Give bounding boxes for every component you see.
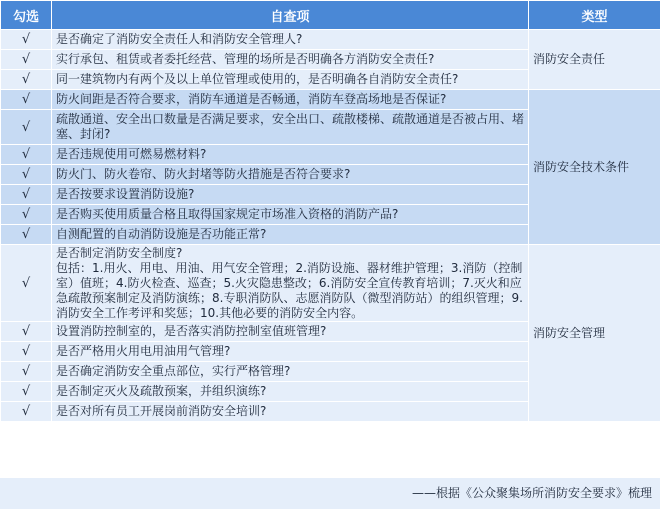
checklist-item: 防火间距是否符合要求，消防车通道是否畅通，消防车登高场地是否保证? xyxy=(52,90,529,110)
table-row xyxy=(1,245,660,322)
source-footnote: ——根据《公众聚集场所消防安全要求》梳理 xyxy=(0,478,660,509)
header-type-column: 类型 xyxy=(529,1,660,30)
check-mark[interactable]: √ xyxy=(1,342,52,362)
checklist-item: 是否确定消防安全重点部位，实行严格管理? xyxy=(52,362,529,382)
checklist-item: 是否按要求设置消防设施? xyxy=(52,185,529,205)
checklist-item: 是否对所有员工开展岗前消防安全培训? xyxy=(52,402,529,422)
checklist-item: 是否违规使用可燃易燃材料? xyxy=(52,145,529,165)
check-mark[interactable]: √ xyxy=(1,322,52,342)
check-mark[interactable]: √ xyxy=(1,165,52,185)
checklist-item: 是否确定了消防安全责任人和消防安全管理人? xyxy=(52,30,529,50)
check-mark[interactable]: √ xyxy=(1,145,52,165)
check-mark[interactable]: √ xyxy=(1,245,52,322)
checklist-item: 设置消防控制室的，是否落实消防控制室值班管理? xyxy=(52,322,529,342)
check-mark[interactable]: √ xyxy=(1,362,52,382)
check-mark[interactable]: √ xyxy=(1,50,52,70)
header-item-column: 自查项 xyxy=(52,1,529,30)
check-mark[interactable]: √ xyxy=(1,90,52,110)
check-mark[interactable]: √ xyxy=(1,382,52,402)
checklist-item: 是否制定灭火及疏散预案，并组织演练? xyxy=(52,382,529,402)
check-mark[interactable]: √ xyxy=(1,110,52,145)
check-mark[interactable]: √ xyxy=(1,185,52,205)
checklist-item: 是否严格用火用电用油用气管理? xyxy=(52,342,529,362)
checklist-item: 实行承包、租赁或者委托经营、管理的场所是否明确各方消防安全责任? xyxy=(52,50,529,70)
header-row xyxy=(1,1,660,30)
check-mark[interactable]: √ xyxy=(1,205,52,225)
table-row xyxy=(1,30,660,50)
category-cell: 消防安全管理 xyxy=(529,245,660,422)
checklist-item: 防火门、防火卷帘、防火封堵等防火措施是否符合要求? xyxy=(52,165,529,185)
category-cell: 消防安全技术条件 xyxy=(529,90,660,245)
checklist-item: 是否购买使用质量合格且取得国家规定市场准入资格的消防产品? xyxy=(52,205,529,225)
check-mark[interactable]: √ xyxy=(1,402,52,422)
table-row xyxy=(1,90,660,110)
checklist-item: 是否制定消防安全制度? 包括：1.用火、用电、用油、用气安全管理；2.消防设施、器材维护管理；3.消防（控制室）值班；4.防火检查、巡查；5.火灾隐患整改；6.消防安全宣传教育培训；7.灭火和应急疏散预案制定及消防演练；8.专职消防队、志愿消防队（微型消防站）的组织管理；9.消防安全工作考评和奖惩；10.其他必要的消防安全内容。 xyxy=(52,245,529,322)
checklist-item: 同一建筑物内有两个及以上单位管理或使用的，是否明确各自消防安全责任? xyxy=(52,70,529,90)
check-mark[interactable]: √ xyxy=(1,30,52,50)
checklist-item: 疏散通道、安全出口数量是否满足要求，安全出口、疏散楼梯、疏散通道是否被占用、堵塞、封闭? xyxy=(52,110,529,145)
header-check-column: 勾选 xyxy=(1,1,52,30)
category-cell: 消防安全责任 xyxy=(529,30,660,90)
check-mark[interactable]: √ xyxy=(1,225,52,245)
check-mark[interactable]: √ xyxy=(1,70,52,90)
checklist-item: 自测配置的自动消防设施是否功能正常? xyxy=(52,225,529,245)
